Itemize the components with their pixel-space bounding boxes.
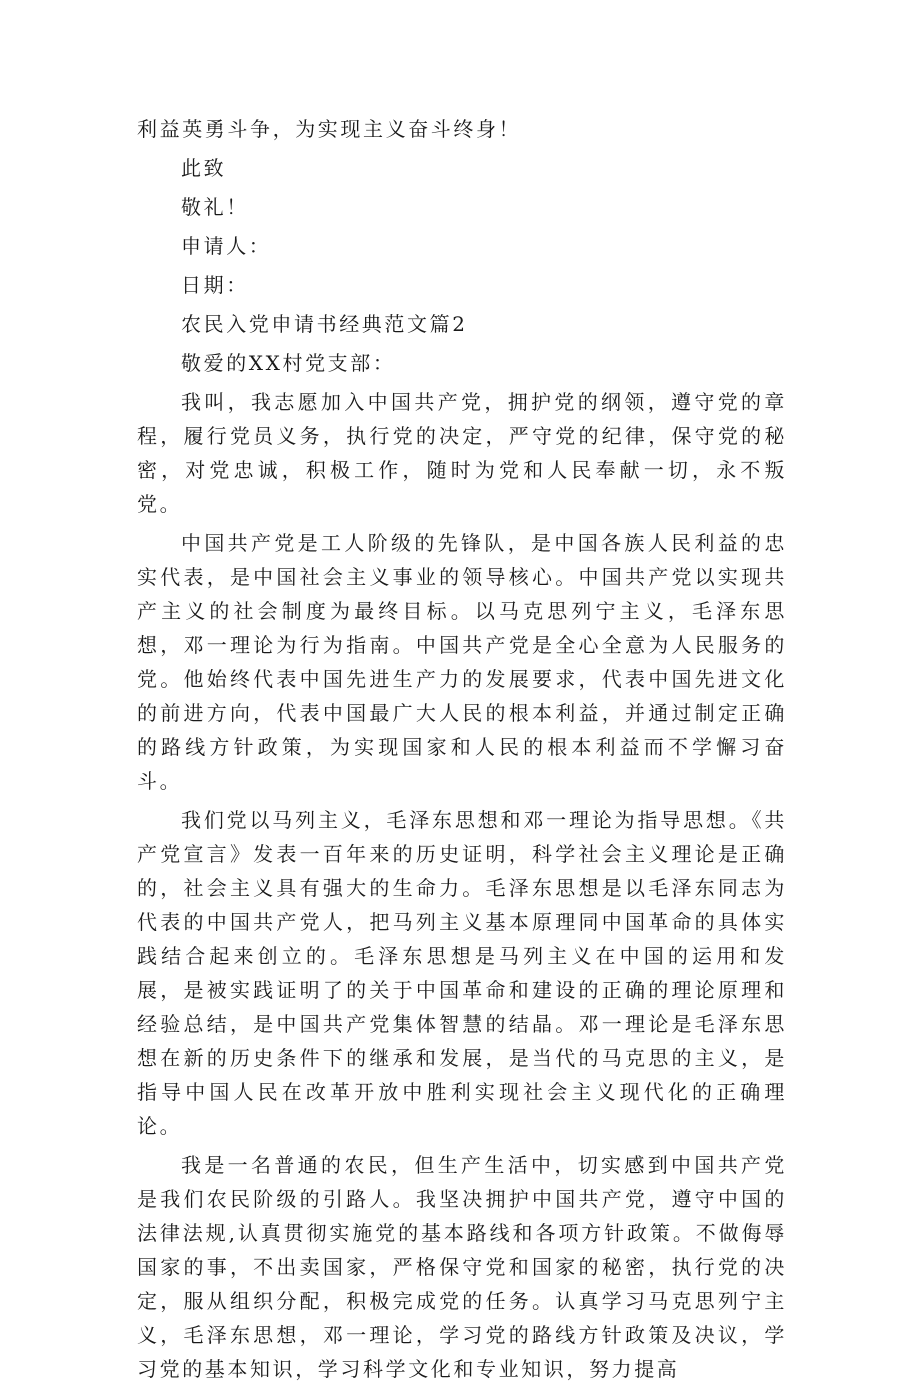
section-title: 农民入党申请书经典范文篇2 (181, 312, 468, 336)
paragraph: 我叫，我志愿加入中国共产党，拥护党的纲领，遵守党的章程，履行党员义务，执行党的决定，严守党的纪律，保守党的秘密，对党忠诚，积极工作，随时为党和人民奉献一切，永不叛党。 (137, 390, 787, 516)
applicant-label: 申请人： (181, 234, 272, 258)
body-text (137, 385, 787, 1386)
salutation-line-2: 敬礼！ (181, 195, 249, 219)
document-page (137, 112, 787, 1386)
addressee: 敬爱的XX村党支部： (181, 351, 396, 375)
date-label: 日期： (181, 273, 249, 297)
salutation-line-1: 此致 (181, 156, 227, 180)
paragraph: 中国共产党是工人阶级的先锋队，是中国各族人民利益的忠实代表，是中国社会主义事业的领导核心。中国共产党以实现共产主义的社会制度为最终目标。以马克思列宁主义，毛泽东思想，邓一理论为行为指南。中国共产党是全心全意为人民服务的党。他始终代表中国先进生产力的发展要求，代表中国先进文化的前进方向，代表中国最广大人民的根本利益，并通过制定正确的路线方针政策，为实现国家和人民的根本利益而不学懈习奋斗。 (137, 531, 787, 793)
paragraph: 我们党以马列主义，毛泽东思想和邓一理论为指导思想。《共产党宣言》发表一百年来的历史证明，科学社会主义理论是正确的，社会主义具有强大的生命力。毛泽东思想是以毛泽东同志为代表的中国共产党人，把马列主义基本原理同中国革命的具体实践结合起来创立的。毛泽东思想是马列主义在中国的运用和发展，是被实践证明了的关于中国革命和建设的正确的理论原理和经验总结，是中国共产党集体智慧的结晶。邓一理论是毛泽东思想在新的历史条件下的继承和发展，是当代的马克思的主义，是指导中国人民在改革开放中胜利实现社会主义现代化的正确理论。 (137, 808, 787, 1138)
paragraph: 我是一名普通的农民，但生产生活中，切实感到中国共产党是我们农民阶级的引路人。我坚决拥护中国共产党，遵守中国的法律法规,认真贯彻实施党的基本路线和各项方针政策。不做侮辱国家的事，不出卖国家，严格保守党和国家的秘密，执行党的决定，服从组织分配，积极完成党的任务。认真学习马克思列宁主义，毛泽东思想，邓一理论，学习党的路线方针政策及决议，学习党的基本知识，学习科学文化和专业知识，努力提高 (137, 1153, 787, 1381)
continued-line: 利益英勇斗争，为实现主义奋斗终身！ (137, 117, 522, 141)
